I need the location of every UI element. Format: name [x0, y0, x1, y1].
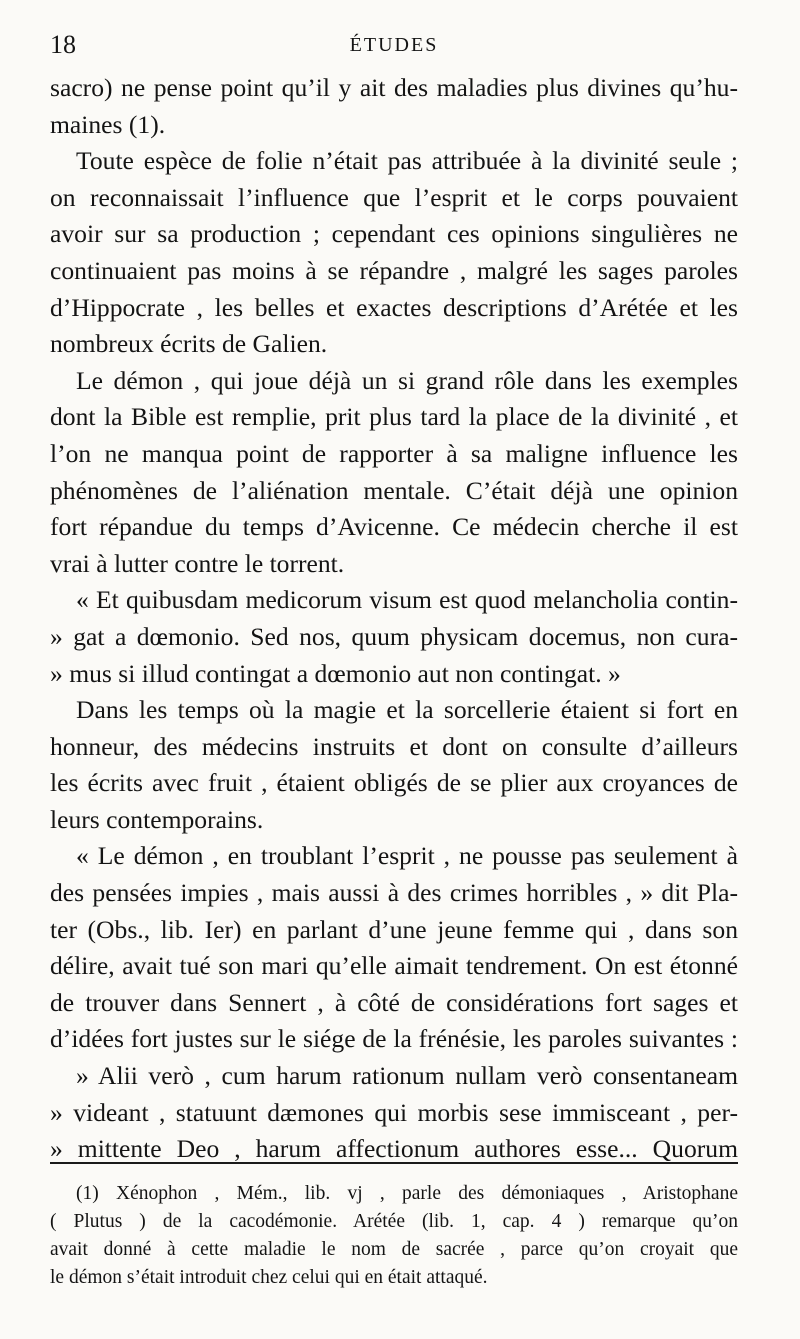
text-line: les écrits avec fruit , étaient obligés de se plier aux croyances de	[50, 768, 738, 798]
running-head: ÉTUDES	[349, 34, 439, 56]
footnote-line: avait donné à cette maladie le nom de sacrée , parce qu’on croyait que	[50, 1239, 738, 1260]
text-line: fort répandue du temps d’Avicenne. Ce médecin cherche il est	[50, 512, 738, 542]
text-line: vrai à lutter contre le torrent.	[50, 548, 345, 578]
text-line: l’on ne manqua point de rapporter à sa maligne influence les	[50, 438, 738, 468]
text-line: nombreux écrits de Galien.	[50, 329, 328, 359]
text-line: Le démon , qui joue déjà un si grand rôle dans les exemples	[76, 365, 738, 395]
text-line: maines (1).	[50, 109, 166, 139]
text-line: d’idées fort justes sur le siége de la frénésie, les paroles suivantes :	[50, 1024, 738, 1054]
page-header	[50, 30, 738, 66]
text-line: dont la Bible est remplie, prit plus tard la place de la divinité , et	[50, 402, 738, 432]
text-line: délire, avait tué son mari qu’elle aimait tendrement. On est étonné	[50, 951, 738, 981]
text-line: « Et quibusdam medicorum visum est quod melancholia contin-	[76, 585, 738, 615]
text-line: Toute espèce de folie n’était pas attribuée à la divinité seule ;	[76, 146, 738, 176]
paragraph	[50, 838, 738, 1058]
text-line: continuaient pas moins à se répandre , malgré les sages paroles	[50, 255, 738, 285]
body-text	[50, 70, 738, 1168]
quotation	[50, 582, 738, 692]
text-line: » mus si illud contingat a dœmonio aut non contingat. »	[50, 658, 621, 688]
paragraph	[50, 363, 738, 583]
text-line: d’Hippocrate , les belles et exactes descriptions d’Arétée et les	[50, 292, 738, 322]
paragraph	[50, 143, 738, 363]
footnote-line: ( Plutus ) de la cacodémonie. Arétée (lib. 1, cap. 4 ) remarque qu’on	[50, 1211, 738, 1232]
text-line: avoir sur sa production ; cependant ces opinions singulières ne	[50, 219, 738, 249]
text-line: « Le démon , en troublant l’esprit , ne pousse pas seulement à	[76, 841, 738, 871]
text-line: » videant , statuunt dæmones qui morbis sese immisceant , per-	[50, 1097, 738, 1127]
text-line: » mittente Deo , harum affectionum authores esse... Quorum	[50, 1134, 738, 1164]
text-line: » Alii verò , cum harum rationum nullam verò consentaneam	[76, 1061, 738, 1091]
paragraph	[50, 70, 738, 143]
footnote-line: (1) Xénophon , Mém., lib. vj , parle des démoniaques , Aristophane	[76, 1183, 738, 1204]
text-line: des pensées impies , mais aussi à des crimes horribles , » dit Pla-	[50, 878, 738, 908]
footnotes	[50, 1180, 738, 1292]
text-line: Dans les temps où la magie et la sorcellerie étaient si fort en	[76, 695, 738, 725]
text-line: on reconnaissait l’influence que l’esprit et le corps pouvaient	[50, 182, 738, 212]
text-line: » gat a dœmonio. Sed nos, quum physicam docemus, non cura-	[50, 621, 738, 651]
text-line: phénomènes de l’aliénation mentale. C’était déjà une opinion	[50, 475, 738, 505]
quotation	[50, 1058, 738, 1168]
text-line: de trouver dans Sennert , à côté de considérations fort sages et	[50, 987, 738, 1017]
footnote-line: le démon s’était introduit chez celui qui en était attaqué.	[50, 1267, 488, 1288]
footnote-rule	[50, 1162, 738, 1164]
text-line: ter (Obs., lib. Ier) en parlant d’une jeune femme qui , dans son	[50, 914, 738, 944]
paragraph	[50, 692, 738, 838]
text-line: sacro) ne pense point qu’il y ait des maladies plus divines qu’hu-	[50, 73, 738, 102]
text-line: honneur, des médecins instruits et dont on consulte d’ailleurs	[50, 731, 738, 761]
page-number: 18	[50, 30, 76, 59]
text-line: leurs contemporains.	[50, 804, 264, 834]
